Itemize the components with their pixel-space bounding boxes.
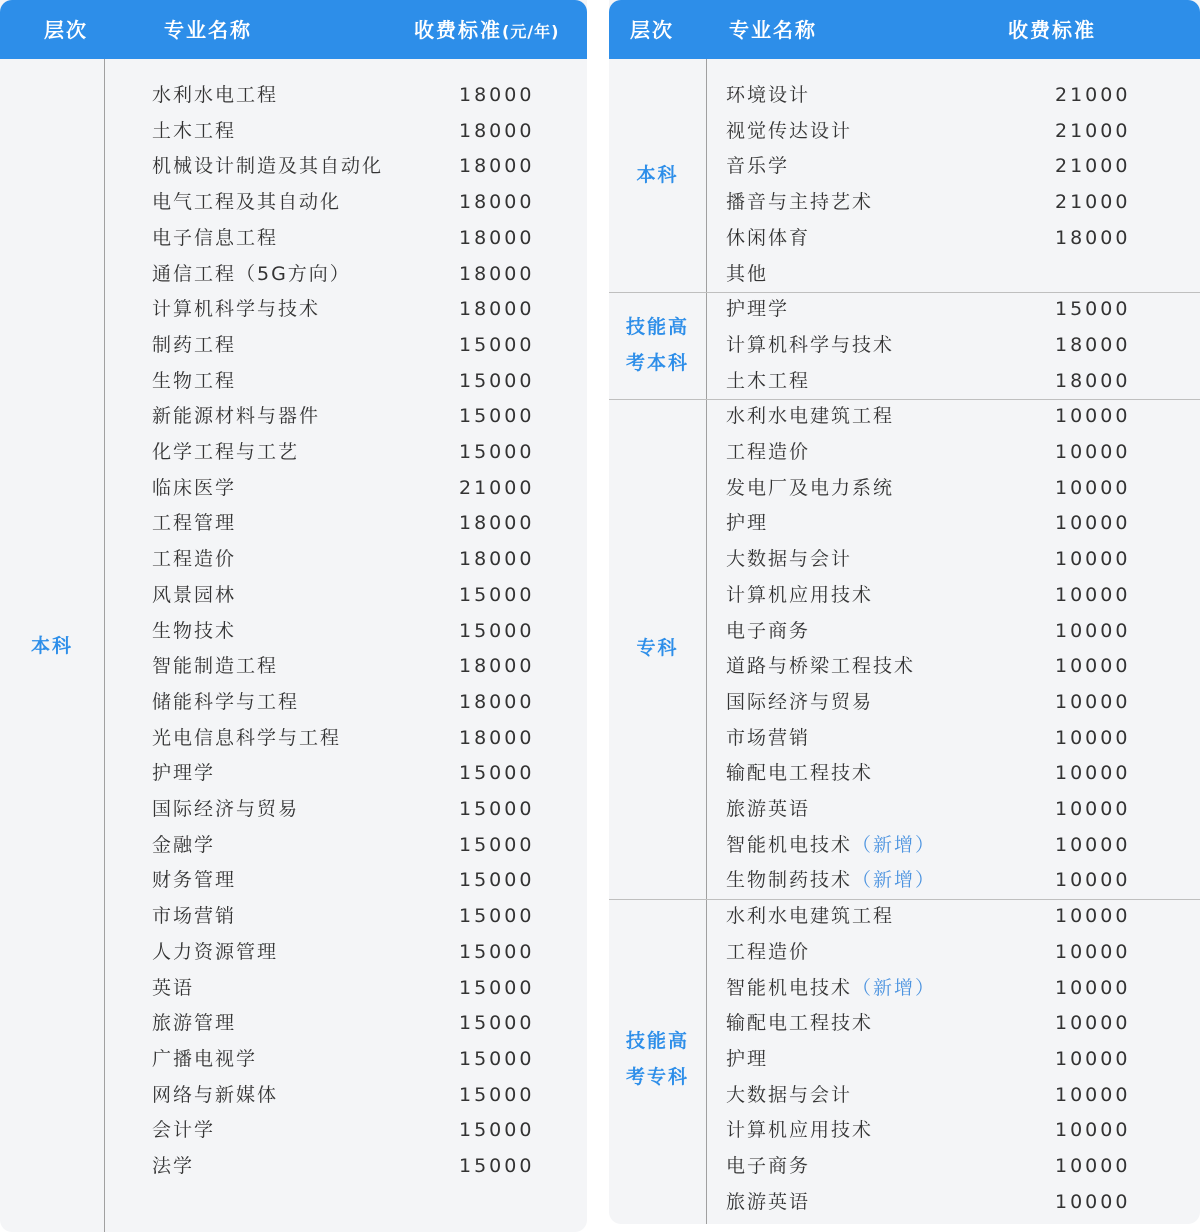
fee-value: 18000 (459, 690, 535, 713)
left-column-divider (104, 59, 105, 1232)
major-name-text: 护理 (726, 512, 769, 535)
table-row (726, 1005, 1165, 1041)
table-row (152, 1041, 569, 1077)
major-name-text: 风景园林 (152, 583, 237, 606)
table-row (726, 862, 1165, 898)
fee-value: 21000 (1055, 119, 1131, 142)
fee-value: 18000 (459, 726, 535, 749)
fee-value: 15000 (459, 1012, 535, 1035)
major-name-text: 工程造价 (726, 940, 811, 963)
major-name (726, 827, 936, 863)
table-row (152, 541, 569, 577)
table-row (726, 684, 1165, 720)
table-row (152, 934, 569, 970)
fee-value: 10000 (1055, 476, 1131, 499)
table-row (152, 148, 569, 184)
fee-value: 18000 (1055, 333, 1131, 356)
major-name (152, 862, 236, 898)
major-name (152, 291, 320, 327)
table-row (726, 1077, 1165, 1113)
major-name-text: 水利水电建筑工程 (726, 905, 895, 928)
major-name (152, 1112, 215, 1148)
table-row (152, 648, 569, 684)
major-name (152, 613, 236, 649)
right-table-header (609, 0, 1200, 59)
major-name-text: 电子商务 (726, 619, 811, 642)
group-level-label: 专科 (636, 637, 679, 660)
table-row (152, 791, 569, 827)
major-name (726, 1077, 852, 1113)
header-fee: 收费标准 (1008, 18, 1096, 42)
fee-value: 10000 (1055, 405, 1131, 428)
header-level: 层次 (630, 18, 674, 42)
fee-value: 10000 (1055, 762, 1131, 785)
table-row (726, 256, 1165, 292)
fee-value: 15000 (459, 976, 535, 999)
major-name (726, 220, 810, 256)
major-name (726, 291, 789, 327)
table-row (152, 470, 569, 506)
major-name (152, 113, 236, 149)
table-row (152, 827, 569, 863)
fee-value: 10000 (1055, 1047, 1131, 1070)
fee-value: 18000 (1055, 226, 1131, 249)
major-name-text: 电气工程及其自动化 (152, 191, 342, 214)
major-name (152, 898, 236, 934)
fee-value: 15000 (459, 798, 535, 820)
new-tag: （新增） (852, 976, 937, 999)
table-row (726, 363, 1165, 399)
fee-value: 18000 (459, 548, 535, 571)
major-name (726, 505, 768, 541)
major-name (152, 1005, 236, 1041)
fee-value: 21000 (1055, 84, 1131, 106)
fee-value: 10000 (1055, 1119, 1131, 1142)
table-row (726, 77, 1165, 113)
fee-value: 10000 (1055, 869, 1131, 892)
major-name (152, 648, 278, 684)
fee-value: 10000 (1055, 726, 1131, 749)
table-row (152, 862, 569, 898)
major-name (726, 113, 852, 149)
fee-value: 10000 (1055, 1012, 1131, 1035)
left-fee-table (0, 0, 587, 1232)
major-name-text: 计算机应用技术 (726, 1119, 874, 1142)
major-name-text: 计算机科学与技术 (152, 298, 321, 321)
major-name-text: 智能制造工程 (152, 655, 279, 678)
table-row (726, 434, 1165, 470)
table-row (726, 541, 1165, 577)
fee-value: 10000 (1055, 655, 1131, 678)
fee-value: 15000 (459, 762, 535, 785)
major-name-text: 发电厂及电力系统 (726, 476, 895, 499)
fee-value: 15000 (459, 940, 535, 963)
major-name-text: 通信工程（5G方向） (152, 262, 351, 285)
group-level-label: 本科 (636, 164, 679, 187)
fee-value: 10000 (1055, 690, 1131, 713)
major-name (726, 577, 873, 613)
major-name (152, 184, 341, 220)
table-row (726, 398, 1165, 434)
fee-value: 21000 (1055, 155, 1131, 178)
major-name-text: 生物技术 (152, 619, 237, 642)
fee-value: 10000 (1055, 583, 1131, 606)
header-major: 专业名称 (164, 18, 252, 42)
fee-value: 15000 (459, 1047, 535, 1070)
fee-value: 18000 (459, 655, 535, 678)
table-row (152, 613, 569, 649)
fee-value: 15000 (459, 333, 535, 356)
fee-value: 10000 (1055, 1083, 1131, 1106)
major-name-text: 电子信息工程 (152, 226, 279, 249)
major-name (726, 541, 852, 577)
major-name-text: 机械设计制造及其自动化 (152, 155, 384, 178)
fee-value: 18000 (459, 119, 535, 142)
table-row (726, 1148, 1165, 1184)
major-name (726, 470, 894, 506)
major-name (726, 184, 873, 220)
fee-value: 18000 (459, 512, 535, 535)
table-row (726, 613, 1165, 649)
table-row (726, 1112, 1165, 1148)
major-name (152, 256, 351, 292)
major-name (726, 77, 810, 113)
table-row (726, 827, 1165, 863)
fee-value: 21000 (1055, 191, 1131, 214)
fee-value: 10000 (1055, 441, 1131, 463)
header-fee-label: 收费标准 (414, 18, 502, 42)
major-name (726, 791, 810, 827)
table-row (726, 898, 1165, 934)
major-name-text: 土木工程 (726, 369, 811, 392)
major-name (152, 755, 215, 791)
major-name (152, 434, 299, 470)
new-tag: （新增） (852, 833, 937, 856)
major-name (726, 684, 873, 720)
table-row (726, 470, 1165, 506)
header-level: 层次 (44, 18, 88, 42)
major-name-text: 国际经济与贸易 (726, 690, 874, 713)
header-fee-unit: (元/年) (502, 22, 560, 41)
major-name-text: 旅游英语 (726, 1190, 811, 1213)
major-name-text: 广播电视学 (152, 1047, 258, 1070)
major-name-text: 光电信息科学与工程 (152, 726, 342, 749)
major-name-text: 智能机电技术 (726, 976, 853, 999)
major-name (726, 613, 810, 649)
fee-value: 10000 (1055, 798, 1131, 820)
major-name-text: 生物制药技术 (726, 869, 853, 892)
major-name-text: 会计学 (152, 1119, 216, 1142)
major-name (152, 148, 383, 184)
table-row (152, 970, 569, 1006)
fee-value: 10000 (1055, 833, 1131, 856)
major-name-text: 储能科学与工程 (152, 690, 300, 713)
major-name (726, 1148, 810, 1184)
fee-value: 10000 (1055, 1190, 1131, 1213)
fee-value: 15000 (459, 441, 535, 463)
table-row (726, 113, 1165, 149)
major-name (726, 148, 789, 184)
major-name-text: 旅游管理 (152, 1012, 237, 1035)
major-name (726, 970, 936, 1006)
major-name-text: 旅游英语 (726, 798, 811, 820)
table-row (152, 684, 569, 720)
fee-value: 10000 (1055, 548, 1131, 571)
fee-value: 15000 (459, 1083, 535, 1106)
major-name-text: 新能源材料与器件 (152, 405, 321, 428)
major-name (726, 1184, 810, 1220)
table-row (152, 720, 569, 756)
major-name (152, 327, 236, 363)
fee-value: 10000 (1055, 940, 1131, 963)
major-name-text: 计算机应用技术 (726, 583, 874, 606)
major-name (152, 505, 236, 541)
left-level-label: 本科 (30, 634, 73, 657)
major-name-text: 水利水电工程 (152, 84, 279, 106)
fee-value: 10000 (1055, 619, 1131, 642)
fee-value: 18000 (459, 84, 535, 106)
major-name (152, 827, 215, 863)
major-name (152, 470, 236, 506)
fee-value: 10000 (1055, 1155, 1131, 1177)
major-name (152, 1041, 257, 1077)
table-row (726, 327, 1165, 363)
major-name (152, 220, 278, 256)
table-row (152, 256, 569, 292)
fee-value: 15000 (459, 369, 535, 392)
major-name (152, 541, 236, 577)
major-name (726, 720, 810, 756)
table-row (726, 970, 1165, 1006)
major-name (726, 327, 894, 363)
major-name-text: 大数据与会计 (726, 548, 853, 571)
table-row (726, 577, 1165, 613)
table-row (726, 934, 1165, 970)
table-row (152, 505, 569, 541)
table-row (152, 898, 569, 934)
major-name-text: 休闲体育 (726, 226, 811, 249)
fee-value: 15000 (459, 869, 535, 892)
major-name-text: 工程造价 (152, 548, 237, 571)
major-name (726, 1041, 768, 1077)
major-name-text: 视觉传达设计 (726, 119, 853, 142)
major-name-text: 市场营销 (152, 905, 237, 928)
table-row (726, 791, 1165, 827)
fee-value: 15000 (459, 583, 535, 606)
left-table-header (0, 0, 587, 59)
major-name-text: 电子商务 (726, 1155, 811, 1177)
major-name (726, 1112, 873, 1148)
major-name-text: 输配电工程技术 (726, 1012, 874, 1035)
major-name-text: 工程管理 (152, 512, 237, 535)
header-major: 专业名称 (729, 18, 817, 42)
major-name (152, 934, 278, 970)
table-row (726, 148, 1165, 184)
major-name-text: 其他 (726, 262, 769, 285)
major-name (726, 862, 936, 898)
fee-value: 18000 (459, 155, 535, 178)
major-name-text: 水利水电建筑工程 (726, 405, 895, 428)
major-name-text: 财务管理 (152, 869, 237, 892)
header-fee (414, 17, 559, 45)
major-name (152, 1148, 194, 1184)
major-name-text: 护理学 (152, 762, 216, 785)
major-name-text: 法学 (152, 1155, 195, 1177)
fee-value: 15000 (459, 1155, 535, 1177)
table-row (726, 220, 1165, 256)
fee-value: 18000 (459, 262, 535, 285)
fee-value: 21000 (459, 476, 535, 499)
fee-value: 18000 (459, 226, 535, 249)
table-row (152, 398, 569, 434)
major-name (726, 1005, 873, 1041)
major-name-text: 道路与桥梁工程技术 (726, 655, 916, 678)
table-row (152, 363, 569, 399)
major-name (726, 398, 894, 434)
fee-value: 15000 (459, 619, 535, 642)
major-name (726, 256, 768, 292)
table-row (152, 1112, 569, 1148)
fee-value: 10000 (1055, 905, 1131, 928)
table-row (152, 577, 569, 613)
major-name-text: 工程造价 (726, 441, 811, 463)
table-row (152, 291, 569, 327)
group-level-label: 技能高考专科 (625, 1029, 689, 1088)
fee-value: 15000 (1055, 298, 1131, 321)
major-name (152, 398, 320, 434)
major-name-text: 护理学 (726, 298, 790, 321)
major-name (152, 363, 236, 399)
fee-value: 18000 (459, 298, 535, 321)
major-name-text: 土木工程 (152, 119, 237, 142)
fee-value: 18000 (459, 191, 535, 214)
major-name (726, 434, 810, 470)
new-tag: （新增） (852, 869, 937, 892)
major-name-text: 生物工程 (152, 369, 237, 392)
table-row (152, 184, 569, 220)
table-row (726, 505, 1165, 541)
major-name (726, 755, 873, 791)
table-row (726, 1184, 1165, 1220)
table-row (726, 755, 1165, 791)
table-row (152, 1148, 569, 1184)
table-row (152, 1005, 569, 1041)
table-row (152, 1077, 569, 1113)
table-row (152, 434, 569, 470)
major-name (152, 720, 341, 756)
table-row (726, 1041, 1165, 1077)
group-level-label: 技能高考本科 (625, 315, 689, 374)
major-name-text: 市场营销 (726, 726, 811, 749)
major-name-text: 大数据与会计 (726, 1083, 853, 1106)
major-name (726, 363, 810, 399)
major-name-text: 播音与主持艺术 (726, 191, 874, 214)
major-name-text: 临床医学 (152, 476, 237, 499)
fee-value: 15000 (459, 1119, 535, 1142)
fee-value: 10000 (1055, 512, 1131, 535)
table-row (726, 648, 1165, 684)
major-name (152, 684, 299, 720)
table-row (726, 291, 1165, 327)
table-row (152, 755, 569, 791)
major-name (726, 648, 915, 684)
major-name (152, 970, 194, 1006)
major-name-text: 化学工程与工艺 (152, 441, 300, 463)
table-row (152, 77, 569, 113)
right-fee-table (609, 0, 1200, 1224)
fee-value: 15000 (459, 833, 535, 856)
table-row (726, 720, 1165, 756)
fee-value: 15000 (459, 905, 535, 928)
major-name-text: 金融学 (152, 833, 216, 856)
major-name-text: 护理 (726, 1047, 769, 1070)
major-name-text: 输配电工程技术 (726, 762, 874, 785)
right-column-divider (706, 59, 707, 1224)
major-name-text: 网络与新媒体 (152, 1083, 279, 1106)
major-name (152, 1077, 278, 1113)
fee-value: 15000 (459, 405, 535, 428)
major-name (152, 577, 236, 613)
table-row (152, 327, 569, 363)
major-name-text: 智能机电技术 (726, 833, 853, 856)
table-row (152, 220, 569, 256)
major-name-text: 制药工程 (152, 333, 237, 356)
major-name-text: 音乐学 (726, 155, 790, 178)
major-name (726, 934, 810, 970)
fee-value: 18000 (1055, 369, 1131, 392)
major-name (152, 77, 278, 113)
major-name-text: 英语 (152, 976, 195, 999)
table-row (726, 184, 1165, 220)
table-row (152, 113, 569, 149)
major-name (152, 791, 299, 827)
major-name-text: 计算机科学与技术 (726, 333, 895, 356)
major-name-text: 国际经济与贸易 (152, 798, 300, 820)
major-name (726, 898, 894, 934)
major-name-text: 人力资源管理 (152, 940, 279, 963)
fee-value: 10000 (1055, 976, 1131, 999)
major-name-text: 环境设计 (726, 84, 811, 106)
